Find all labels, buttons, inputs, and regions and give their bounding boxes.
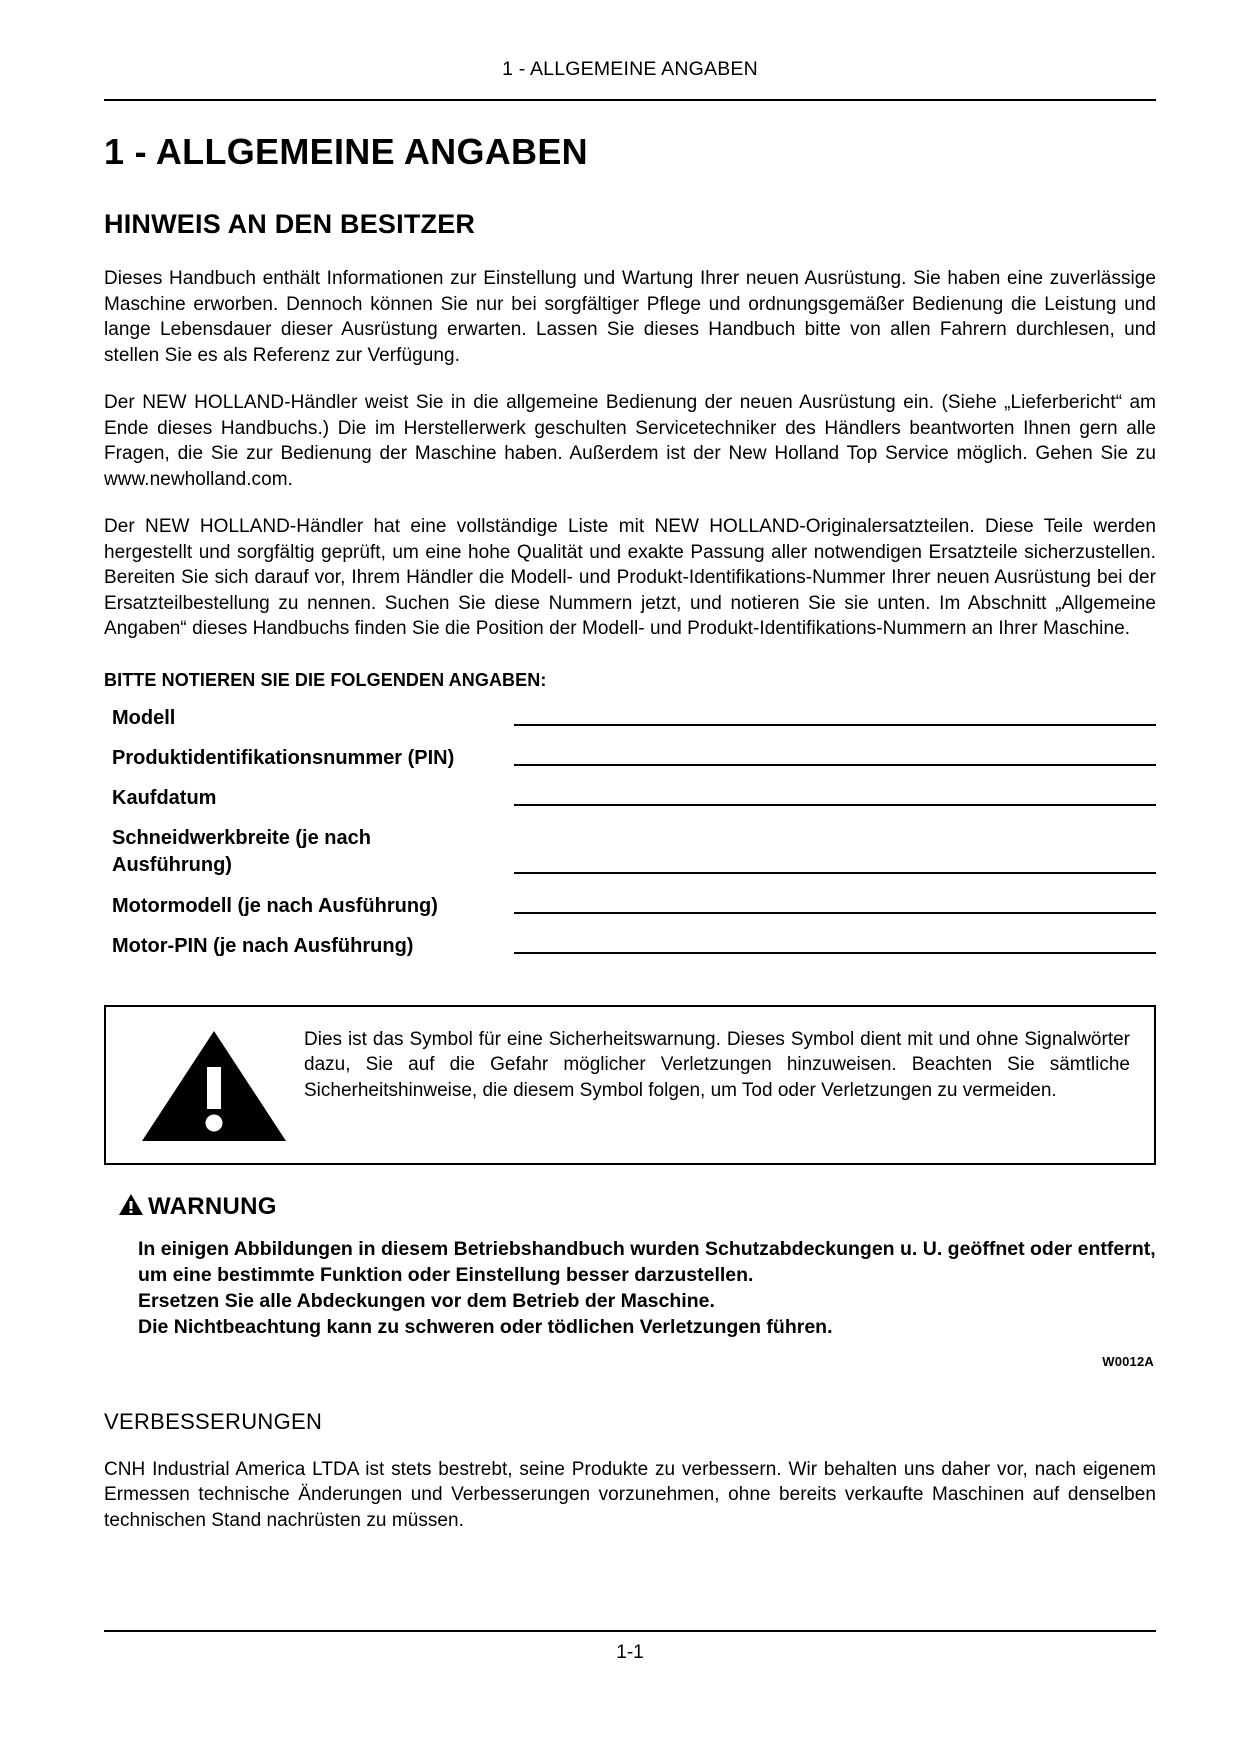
warning-code: W0012A: [1102, 1353, 1154, 1369]
warning-body: [104, 1236, 1156, 1340]
safety-alert-text: Dies ist das Symbol für eine Sicherheitswarnung. Dieses Symbol dient mit und ohne Signalwörter dazu, Sie auf die Gefahr möglicher Verletzungen hinzuweisen. Beachten Sie sämtliche Sicherheitshinweise, die diesem Symbol folgen, um Tod oder Verletzungen zu vermeiden.: [304, 1028, 1130, 1101]
record-row: [104, 825, 1156, 879]
warning-heading: [104, 1193, 1156, 1222]
record-label-header-width-line2: Ausführung): [112, 853, 232, 876]
record-input-model[interactable]: [514, 724, 1156, 726]
record-label-pin: Produktidentifikationsnummer (PIN): [112, 746, 455, 769]
record-note-label: BITTE NOTIEREN SIE DIE FOLGENDEN ANGABEN:: [104, 669, 547, 690]
paragraph-owner-intro: Dieses Handbuch enthält Informationen zur Einstellung und Wartung Ihrer neuen Ausrüstung. Sie haben eine zuverlässige Maschine erworben. Dennoch können Sie nur bei sorgfältiger Pflege und ordnungsgemäßer Bedienung die Leistung und lange Lebensdauer dieser Ausrüstung erwarten. Lassen Sie dieses Handbuch bitte von allen Fahrern durchlesen, und stellen Sie es als Referenz zur Verfügung.: [104, 268, 1156, 366]
record-field-list: [104, 705, 1156, 959]
running-header: 1 - ALLGEMEINE ANGABEN: [502, 58, 758, 80]
record-input-purchase-date[interactable]: [514, 804, 1156, 806]
footer-divider: [104, 1630, 1156, 1632]
safety-alert-box: [104, 1005, 1156, 1165]
record-input-engine-model[interactable]: [514, 912, 1156, 914]
improvements-paragraph: CNH Industrial America LTDA ist stets bestrebt, seine Produkte zu verbessern. Wir behalten uns daher vor, nach eigenem Ermessen technische Änderungen und Verbesserungen vorzunehmen, ohne bereits verkaufte Maschinen auf denselben technischen Stand nachrüsten zu müssen.: [104, 1458, 1156, 1531]
record-row: [104, 785, 1156, 811]
paragraph-parts-info: Der NEW HOLLAND-Händler hat eine vollständige Liste mit NEW HOLLAND-Originalersatzteilen. Diese Teile werden hergestellt und sorgfältig geprüft, um eine hohe Qualität und exakte Passung aller notwendigen Ersatzteile sicherzustellen. Bereiten Sie sich darauf vor, Ihrem Händler die Modell- und Produkt-Identifikations-Nummer Ihrer neuen Ausrüstung bei der Ersatzteilbestellung zu nennen. Suchen Sie diese Nummern jetzt, und notieren Sie sie unten. Im Abschnitt „Allgemeine Angaben“ dieses Handbuchs finden Sie die Position der Modell- und Produkt-Identifikations-Nummern an Ihrer Maschine.: [104, 516, 1156, 639]
record-label-purchase-date: Kaufdatum: [112, 786, 217, 809]
record-label-header-width: [104, 825, 514, 879]
improvements-title: VERBESSERUNGEN: [104, 1408, 323, 1434]
record-label-header-width-line1: Schneidwerkbreite (je nach: [112, 826, 371, 849]
record-row: [104, 705, 1156, 731]
warning-line-3: Die Nichtbeachtung kann zu schweren oder tödlichen Verletzungen führen.: [138, 1315, 833, 1338]
paragraph-dealer-info: Der NEW HOLLAND-Händler weist Sie in die allgemeine Bedienung der neuen Ausrüstung ein. (Siehe „Lieferbericht“ am Ende dieses Handbuchs.) Die im Herstellerwerk geschulten Servicetechniker des Händlers beantworten Ihnen gern alle Fragen, die Sie zur Bedienung der Maschine haben. Außerdem ist der New Holland Top Service möglich. Gehen Sie zu www.newholland.com.: [104, 392, 1156, 490]
record-input-engine-pin[interactable]: [514, 952, 1156, 954]
section-title: HINWEIS AN DEN BESITZER: [104, 209, 476, 239]
record-label-model: Modell: [112, 706, 176, 729]
warning-triangle-icon: [118, 1193, 144, 1222]
safety-alert-triangle-icon: [124, 1023, 304, 1145]
record-label-engine-pin: Motor-PIN (je nach Ausführung): [112, 934, 414, 957]
record-input-header-width[interactable]: [514, 872, 1156, 874]
footer-page-number: 1-1: [616, 1642, 644, 1663]
warning-line-1: In einigen Abbildungen in diesem Betriebshandbuch wurden Schutzabdeckungen u. U. geöffnet oder entfernt, um eine bestimmte Funktion oder Einstellung besser darzustellen.: [138, 1237, 1156, 1286]
record-row: [104, 745, 1156, 771]
record-input-pin[interactable]: [514, 764, 1156, 766]
page-content: [104, 0, 1156, 1533]
record-row: [104, 893, 1156, 919]
record-row: [104, 933, 1156, 959]
warning-line-2: Ersetzen Sie alle Abdeckungen vor dem Betrieb der Maschine.: [138, 1289, 715, 1312]
warning-label: WARNUNG: [148, 1193, 277, 1220]
header-divider: [104, 99, 1156, 101]
page-title: 1 - ALLGEMEINE ANGABEN: [104, 131, 588, 172]
record-label-engine-model: Motormodell (je nach Ausführung): [112, 894, 438, 917]
